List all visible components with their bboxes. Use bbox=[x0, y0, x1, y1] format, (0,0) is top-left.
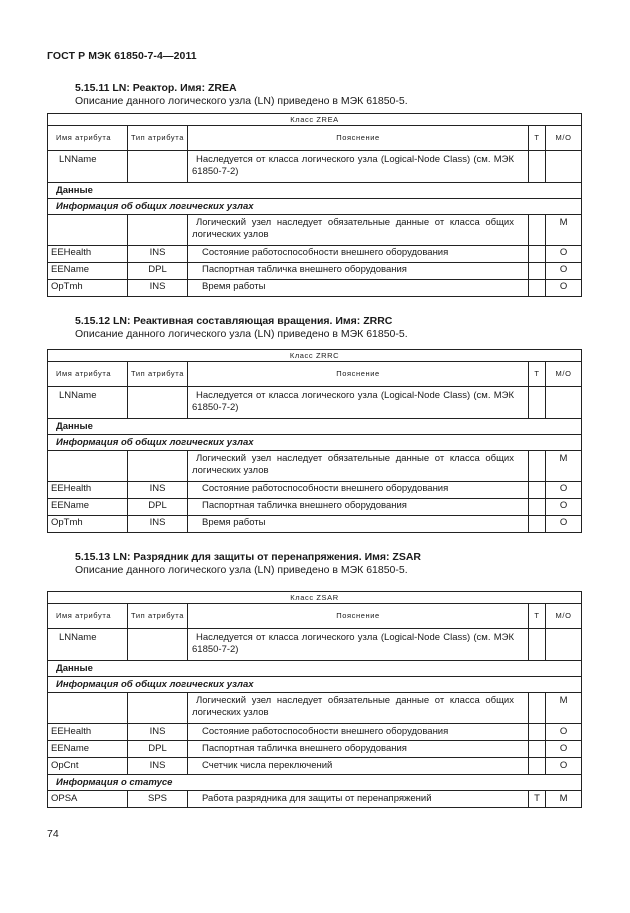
attr-type: INS bbox=[128, 280, 188, 297]
attr-description: Время работы bbox=[188, 516, 529, 533]
attr-type: INS bbox=[128, 482, 188, 499]
inherit-description: Логический узел наследует обязательные данные от класса общих логических узлов bbox=[188, 215, 529, 246]
attr-t bbox=[529, 280, 546, 297]
ln-description: Наследуется от класса логического узла (Logical-Node Class) (см. МЭК 61850-7-2) bbox=[188, 629, 529, 661]
ln-description: Наследуется от класса логического узла (Logical-Node Class) (см. МЭК 61850-7-2) bbox=[188, 387, 529, 419]
section-zrrc bbox=[75, 315, 585, 341]
column-header-attr: Имя атрибута bbox=[48, 604, 128, 629]
attr-mo: М bbox=[546, 791, 582, 808]
attr-description: Паспортная табличка внешнего оборудования bbox=[188, 499, 529, 516]
attr-type: DPL bbox=[128, 499, 188, 516]
attr-description: Состояние работоспособности внешнего оборудования bbox=[188, 246, 529, 263]
table-row bbox=[48, 741, 582, 758]
table-zrrc bbox=[47, 349, 582, 533]
table-row bbox=[48, 246, 582, 263]
attr-t bbox=[529, 758, 546, 775]
data-heading: Данные bbox=[48, 419, 582, 435]
section-title: 5.15.13 LN: Разрядник для защиты от перенапряжения. Имя: ZSAR bbox=[75, 551, 422, 563]
attr-mo: О bbox=[546, 482, 582, 499]
section-description: Описание данного логического узла (LN) приведено в МЭК 61850-5. bbox=[75, 564, 408, 576]
column-header-mo: М/О bbox=[546, 362, 582, 387]
column-header-type: Тип атрибута bbox=[128, 362, 188, 387]
attr-description: Работа разрядника для защиты от перенапряжений bbox=[188, 791, 529, 808]
attr-description: Время работы bbox=[188, 280, 529, 297]
table-row bbox=[48, 758, 582, 775]
inherit-mo: М bbox=[546, 215, 582, 246]
inherit-description: Логический узел наследует обязательные данные от класса общих логических узлов bbox=[188, 451, 529, 482]
attr-name: EEName bbox=[48, 741, 128, 758]
attr-mo: О bbox=[546, 246, 582, 263]
attr-type: SPS bbox=[128, 791, 188, 808]
table-row bbox=[48, 280, 582, 297]
attr-name: EEHealth bbox=[48, 482, 128, 499]
attr-t bbox=[529, 263, 546, 280]
attr-name: EEName bbox=[48, 499, 128, 516]
status-info-heading: Информация о статусе bbox=[48, 775, 582, 791]
attr-type: INS bbox=[128, 246, 188, 263]
attr-description: Паспортная табличка внешнего оборудования bbox=[188, 263, 529, 280]
attr-name: EEHealth bbox=[48, 246, 128, 263]
table-row bbox=[48, 263, 582, 280]
class-name: Класс ZRRC bbox=[48, 350, 582, 362]
attr-mo: О bbox=[546, 263, 582, 280]
attr-name: EEName bbox=[48, 263, 128, 280]
attr-type: INS bbox=[128, 516, 188, 533]
column-header-expl: Пояснение bbox=[188, 604, 529, 629]
table-zsar bbox=[47, 591, 582, 808]
attr-type: DPL bbox=[128, 741, 188, 758]
attr-t bbox=[529, 499, 546, 516]
column-header-mo: М/О bbox=[546, 604, 582, 629]
column-header-t: Т bbox=[529, 362, 546, 387]
class-name: Класс ZSAR bbox=[48, 592, 582, 604]
attr-mo: О bbox=[546, 724, 582, 741]
section-title: 5.15.12 LN: Реактивная составляющая вращения. Имя: ZRRC bbox=[75, 315, 393, 327]
page-number: 74 bbox=[47, 828, 59, 840]
table-row bbox=[48, 499, 582, 516]
column-header-t: Т bbox=[529, 604, 546, 629]
section-title: 5.15.11 LN: Реактор. Имя: ZREA bbox=[75, 82, 237, 94]
attr-type: INS bbox=[128, 724, 188, 741]
attr-mo: О bbox=[546, 758, 582, 775]
ln-name-cell: LNName bbox=[48, 629, 128, 661]
table-row bbox=[48, 724, 582, 741]
data-heading: Данные bbox=[48, 183, 582, 199]
column-header-t: Т bbox=[529, 126, 546, 151]
column-header-type: Тип атрибута bbox=[128, 604, 188, 629]
section-description: Описание данного логического узла (LN) приведено в МЭК 61850-5. bbox=[75, 328, 408, 340]
common-info-heading: Информация об общих логических узлах bbox=[48, 677, 582, 693]
inherit-mo: М bbox=[546, 693, 582, 724]
ln-name-cell: LNName bbox=[48, 151, 128, 183]
attr-name: OpTmh bbox=[48, 280, 128, 297]
column-header-type: Тип атрибута bbox=[128, 126, 188, 151]
attr-name: EEHealth bbox=[48, 724, 128, 741]
attr-mo: О bbox=[546, 280, 582, 297]
attr-name: OPSA bbox=[48, 791, 128, 808]
attr-t bbox=[529, 246, 546, 263]
common-info-heading: Информация об общих логических узлах bbox=[48, 199, 582, 215]
attr-name: OpCnt bbox=[48, 758, 128, 775]
column-header-mo: М/О bbox=[546, 126, 582, 151]
document-header: ГОСТ Р МЭК 61850-7-4—2011 bbox=[47, 50, 197, 62]
attr-t bbox=[529, 741, 546, 758]
section-zsar bbox=[75, 551, 585, 577]
attr-t: Т bbox=[529, 791, 546, 808]
column-header-expl: Пояснение bbox=[188, 126, 529, 151]
column-header-attr: Имя атрибута bbox=[48, 126, 128, 151]
common-info-heading: Информация об общих логических узлах bbox=[48, 435, 582, 451]
data-heading: Данные bbox=[48, 661, 582, 677]
attr-type: DPL bbox=[128, 263, 188, 280]
attr-type: INS bbox=[128, 758, 188, 775]
attr-description: Счетчик числа переключений bbox=[188, 758, 529, 775]
inherit-description: Логический узел наследует обязательные данные от класса общих логических узлов bbox=[188, 693, 529, 724]
ln-description: Наследуется от класса логического узла (Logical-Node Class) (см. МЭК 61850-7-2) bbox=[188, 151, 529, 183]
class-name: Класс ZREA bbox=[48, 114, 582, 126]
section-zrea bbox=[75, 82, 585, 108]
attr-t bbox=[529, 724, 546, 741]
ln-name-cell: LNName bbox=[48, 387, 128, 419]
column-header-attr: Имя атрибута bbox=[48, 362, 128, 387]
column-header-expl: Пояснение bbox=[188, 362, 529, 387]
attr-description: Состояние работоспособности внешнего оборудования bbox=[188, 482, 529, 499]
table-row bbox=[48, 791, 582, 808]
inherit-mo: М bbox=[546, 451, 582, 482]
attr-description: Состояние работоспособности внешнего оборудования bbox=[188, 724, 529, 741]
attr-mo: О bbox=[546, 741, 582, 758]
table-row bbox=[48, 516, 582, 533]
attr-mo: О bbox=[546, 499, 582, 516]
attr-t bbox=[529, 516, 546, 533]
section-description: Описание данного логического узла (LN) приведено в МЭК 61850-5. bbox=[75, 95, 408, 107]
attr-name: OpTmh bbox=[48, 516, 128, 533]
attr-t bbox=[529, 482, 546, 499]
table-zrea bbox=[47, 113, 582, 297]
attr-mo: О bbox=[546, 516, 582, 533]
attr-description: Паспортная табличка внешнего оборудования bbox=[188, 741, 529, 758]
table-row bbox=[48, 482, 582, 499]
